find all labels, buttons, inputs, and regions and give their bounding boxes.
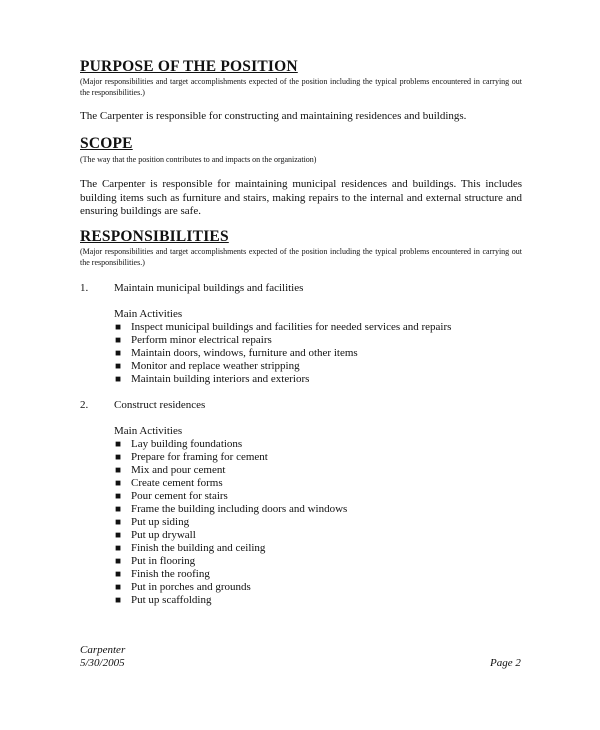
bullet-icon: ■	[115, 374, 122, 385]
item-number: 1.	[80, 282, 89, 294]
purpose-note: (Major responsibilities and target accomplishments expected of the position including the typical problems encountered in carrying out the responsibilities.)	[80, 77, 522, 97]
bullet-icon: ■	[115, 530, 122, 541]
bullet-icon: ■	[115, 322, 122, 333]
list-item: ■ Maintain doors, windows, furniture and other items	[115, 347, 358, 359]
list-item: ■ Put up scaffolding	[115, 594, 212, 606]
bullet-icon: ■	[115, 465, 122, 476]
list-item: ■ Put in flooring	[115, 555, 196, 567]
main-activities-label: Main Activities	[114, 425, 183, 437]
list-item: ■ Perform minor electrical repairs	[115, 334, 272, 346]
list-item: ■ Prepare for framing for cement	[115, 451, 268, 463]
bullet-icon: ■	[115, 452, 122, 463]
list-item: ■ Put in porches and grounds	[115, 581, 251, 593]
bullet-icon: ■	[115, 569, 122, 580]
list-item: ■ Put up siding	[115, 516, 190, 528]
scope-note: (The way that the position contributes to and impacts on the organization)	[80, 155, 317, 164]
list-item: ■ Put up drywall	[115, 529, 196, 541]
bullet-icon: ■	[115, 595, 122, 606]
bullet-icon: ■	[115, 582, 122, 593]
bullet-icon: ■	[115, 478, 122, 489]
bullet-icon: ■	[115, 543, 122, 554]
bullet-icon: ■	[115, 517, 122, 528]
item-number: 2.	[80, 399, 89, 411]
responsibilities-heading: RESPONSIBILITIES	[80, 228, 229, 245]
footer-page-number: Page 2	[490, 657, 521, 669]
footer-title: Carpenter	[80, 644, 126, 656]
list-item: ■ Finish the building and ceiling	[115, 542, 266, 554]
list-item: ■ Monitor and replace weather stripping	[115, 360, 300, 372]
scope-body: The Carpenter is responsible for maintaining municipal residences and buildings. This includes building items such as furniture and stairs, making repairs to the internal and external structure and ensuring buildings are safe.	[80, 178, 522, 217]
scope-heading: SCOPE	[80, 135, 133, 152]
list-item: ■ Pour cement for stairs	[115, 490, 228, 502]
list-item: ■ Mix and pour cement	[115, 464, 226, 476]
activities-list-1	[114, 321, 451, 386]
list-item: ■ Finish the roofing	[115, 568, 210, 580]
list-item: ■ Maintain building interiors and exteriors	[115, 373, 310, 385]
bullet-icon: ■	[115, 335, 122, 346]
activities-list-2	[114, 438, 347, 607]
item-title: Maintain municipal buildings and facilities	[114, 282, 304, 294]
responsibilities-note: (Major responsibilities and target accomplishments expected of the position including the typical problems encountered in carrying out the responsibilities.)	[80, 247, 522, 267]
list-item: ■ Inspect municipal buildings and facilities for needed services and repairs	[115, 321, 452, 333]
purpose-body: The Carpenter is responsible for constructing and maintaining residences and buildings.	[80, 110, 467, 122]
item-title: Construct residences	[114, 399, 206, 411]
list-item: ■ Frame the building including doors and windows	[115, 503, 348, 515]
footer-date: 5/30/2005	[80, 657, 125, 669]
bullet-icon: ■	[115, 491, 122, 502]
bullet-icon: ■	[115, 348, 122, 359]
list-item: ■ Create cement forms	[115, 477, 223, 489]
list-item: ■ Lay building foundations	[115, 438, 243, 450]
bullet-icon: ■	[115, 504, 122, 515]
bullet-icon: ■	[115, 361, 122, 372]
main-activities-label: Main Activities	[114, 308, 183, 320]
purpose-heading: PURPOSE OF THE POSITION	[80, 58, 298, 75]
bullet-icon: ■	[115, 439, 122, 450]
bullet-icon: ■	[115, 556, 122, 567]
